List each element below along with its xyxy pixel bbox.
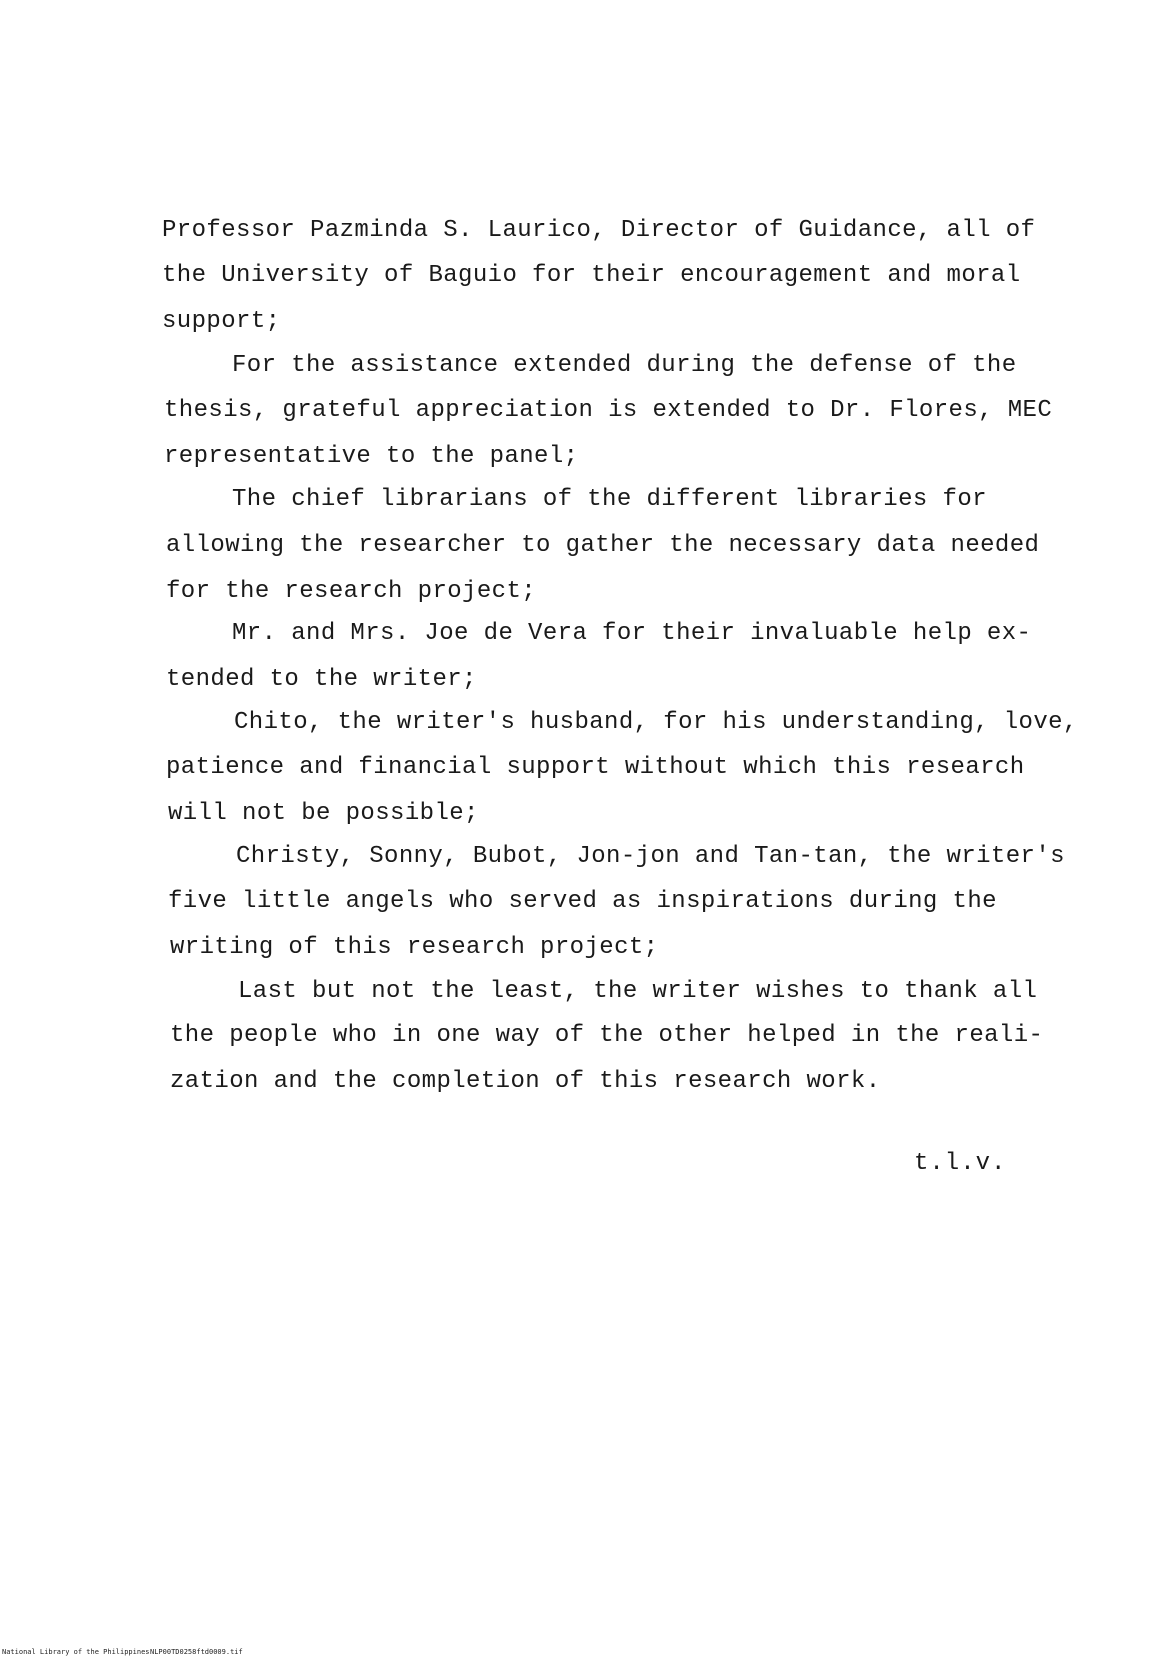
- text-line: zation and the completion of this research work.: [170, 1068, 881, 1095]
- text-line: support;: [162, 308, 281, 335]
- text-line: The chief librarians of the different libraries for: [232, 486, 987, 513]
- footer-file-id: NLP00TD0258ftd0009.tif: [150, 1648, 243, 1656]
- text-line: for the research project;: [166, 578, 537, 605]
- text-line: tended to the writer;: [166, 666, 477, 693]
- footer-library-label: National Library of the Philippines: [2, 1648, 150, 1656]
- text-line: the University of Baguio for their encouragement and moral: [162, 262, 1021, 289]
- text-line: the people who in one way of the other helped in the reali-: [170, 1022, 1044, 1049]
- text-line: Mr. and Mrs. Joe de Vera for their invaluable help ex-: [232, 620, 1032, 647]
- signature-initials: t.l.v.: [914, 1150, 1007, 1177]
- text-line: Christy, Sonny, Bubot, Jon-jon and Tan-tan, the writer's: [236, 843, 1065, 870]
- text-line: writing of this research project;: [170, 934, 659, 961]
- text-line: representative to the panel;: [164, 443, 579, 470]
- text-line: Professor Pazminda S. Laurico, Director of Guidance, all of: [162, 217, 1036, 244]
- text-line: Last but not the least, the writer wishes to thank all: [238, 978, 1038, 1005]
- text-line: five little angels who served as inspirations during the: [168, 888, 997, 915]
- text-line: patience and financial support without which this research: [166, 754, 1025, 781]
- text-line: Chito, the writer's husband, for his understanding, love,: [234, 709, 1078, 736]
- text-line: allowing the researcher to gather the necessary data needed: [166, 532, 1040, 559]
- text-line: will not be possible;: [168, 800, 479, 827]
- text-line: thesis, grateful appreciation is extended to Dr. Flores, MEC: [164, 397, 1053, 424]
- text-line: For the assistance extended during the defense of the: [232, 352, 1017, 379]
